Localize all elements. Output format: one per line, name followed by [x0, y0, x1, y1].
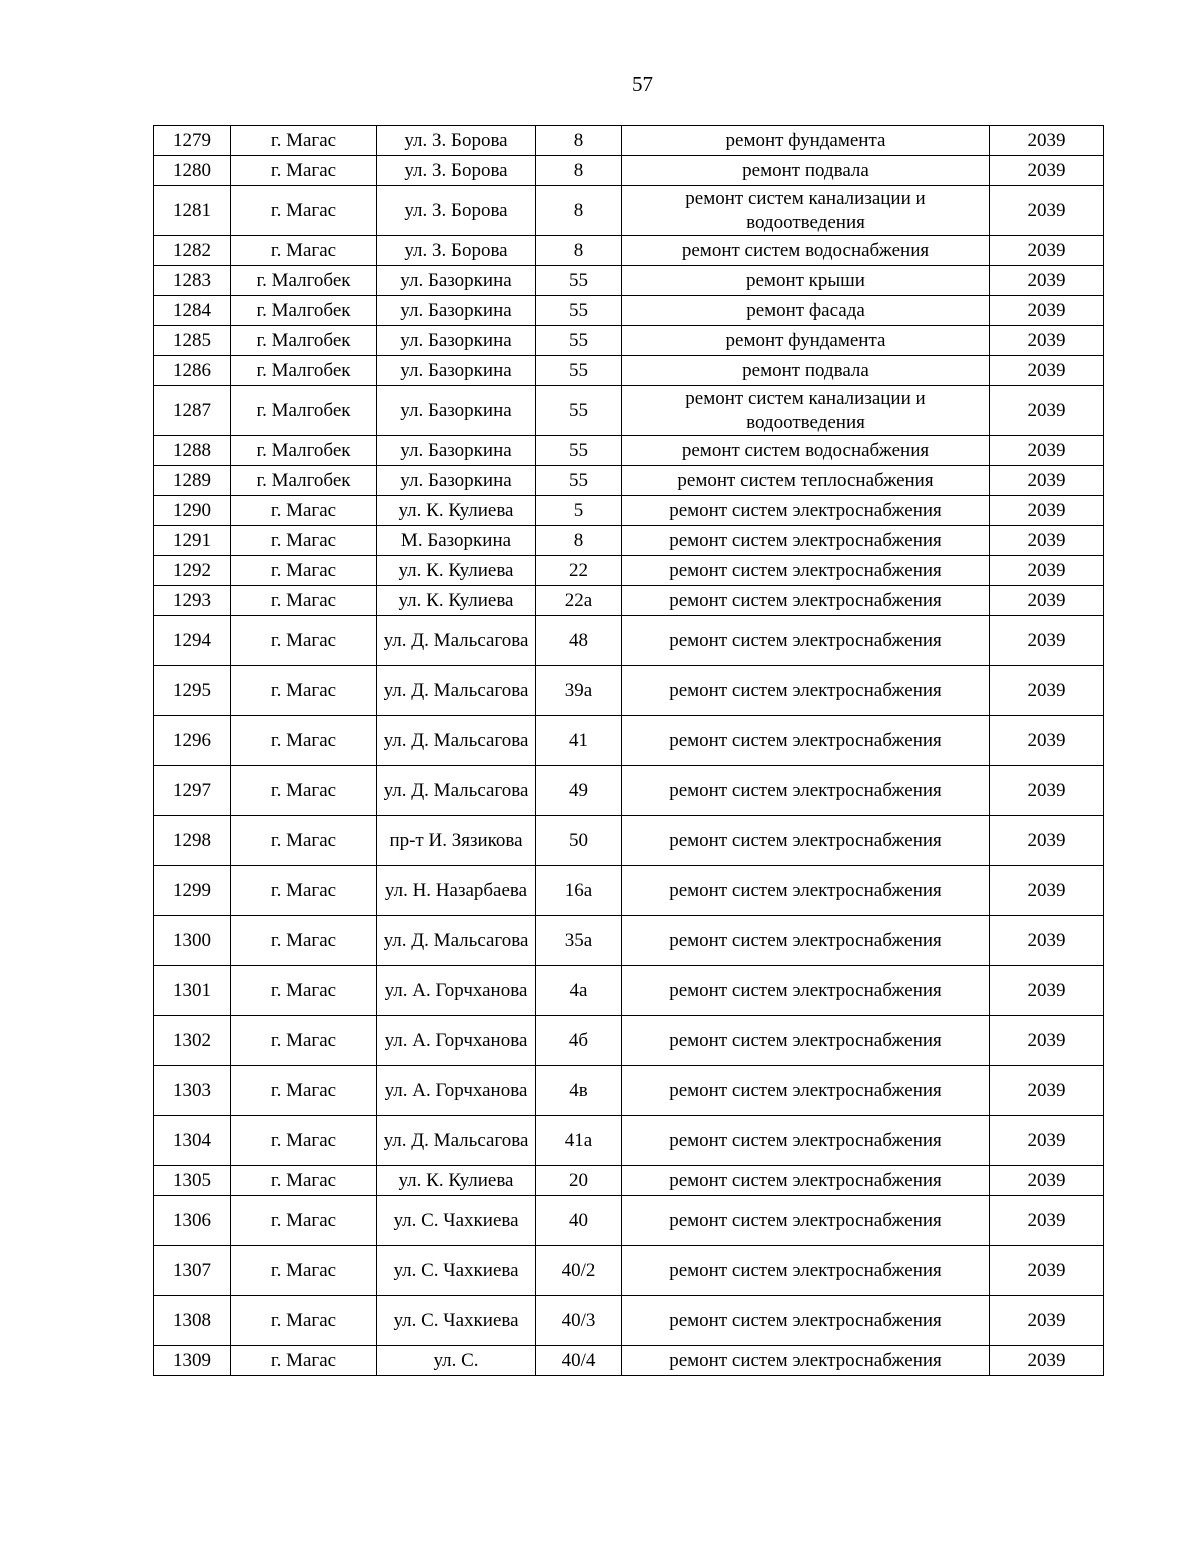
house-number-cell: 35а — [536, 916, 622, 966]
house-number-cell: 40/3 — [536, 1296, 622, 1346]
city-cell: г. Магас — [231, 1116, 377, 1166]
work-type-cell: ремонт подвала — [622, 156, 990, 186]
year-cell: 2039 — [990, 916, 1104, 966]
row-number-cell: 1298 — [154, 816, 231, 866]
work-type-cell: ремонт фасада — [622, 296, 990, 326]
table-row — [154, 916, 1104, 966]
work-type-cell: ремонт систем электроснабжения — [622, 526, 990, 556]
city-cell: г. Малгобек — [231, 466, 377, 496]
street-cell: ул. Базоркина — [377, 326, 536, 356]
row-number-cell: 1282 — [154, 236, 231, 266]
table-row — [154, 266, 1104, 296]
year-cell: 2039 — [990, 496, 1104, 526]
house-number-cell: 8 — [536, 236, 622, 266]
street-cell: ул. Д. Мальсагова — [377, 1116, 536, 1166]
year-cell: 2039 — [990, 466, 1104, 496]
house-number-cell: 40 — [536, 1196, 622, 1246]
street-cell: ул. Д. Мальсагова — [377, 666, 536, 716]
city-cell: г. Магас — [231, 236, 377, 266]
work-type-cell: ремонт систем водоснабжения — [622, 436, 990, 466]
table-row — [154, 1016, 1104, 1066]
work-type-cell: ремонт систем теплоснабжения — [622, 466, 990, 496]
year-cell: 2039 — [990, 966, 1104, 1016]
street-cell: ул. С. Чахкиева — [377, 1296, 536, 1346]
street-cell: ул. З. Борова — [377, 156, 536, 186]
table-row — [154, 1346, 1104, 1376]
house-number-cell: 40/4 — [536, 1346, 622, 1376]
table-row — [154, 126, 1104, 156]
city-cell: г. Магас — [231, 126, 377, 156]
house-number-cell: 16а — [536, 866, 622, 916]
row-number-cell: 1289 — [154, 466, 231, 496]
house-number-cell: 4а — [536, 966, 622, 1016]
city-cell: г. Малгобек — [231, 436, 377, 466]
city-cell: г. Малгобек — [231, 326, 377, 356]
work-type-cell: ремонт систем электроснабжения — [622, 616, 990, 666]
city-cell: г. Малгобек — [231, 266, 377, 296]
street-cell: ул. К. Кулиева — [377, 1166, 536, 1196]
work-type-cell: ремонт систем электроснабжения — [622, 1166, 990, 1196]
city-cell: г. Магас — [231, 1346, 377, 1376]
work-type-cell: ремонт фундамента — [622, 326, 990, 356]
table-row — [154, 466, 1104, 496]
house-number-cell: 4в — [536, 1066, 622, 1116]
city-cell: г. Магас — [231, 556, 377, 586]
work-type-cell: ремонт систем электроснабжения — [622, 1066, 990, 1116]
year-cell: 2039 — [990, 1166, 1104, 1196]
row-number-cell: 1306 — [154, 1196, 231, 1246]
work-type-cell: ремонт систем электроснабжения — [622, 1296, 990, 1346]
work-type-cell: ремонт систем электроснабжения — [622, 1016, 990, 1066]
street-cell: ул. Базоркина — [377, 436, 536, 466]
work-type-cell: ремонт систем электроснабжения — [622, 666, 990, 716]
city-cell: г. Магас — [231, 1016, 377, 1066]
table-row — [154, 296, 1104, 326]
city-cell: г. Магас — [231, 1296, 377, 1346]
work-type-cell: ремонт систем электроснабжения — [622, 716, 990, 766]
house-number-cell: 22а — [536, 586, 622, 616]
street-cell: ул. Базоркина — [377, 386, 536, 436]
house-number-cell: 55 — [536, 386, 622, 436]
work-type-cell: ремонт крыши — [622, 266, 990, 296]
year-cell: 2039 — [990, 386, 1104, 436]
house-number-cell: 8 — [536, 156, 622, 186]
year-cell: 2039 — [990, 816, 1104, 866]
street-cell: ул. Д. Мальсагова — [377, 716, 536, 766]
table-row — [154, 436, 1104, 466]
year-cell: 2039 — [990, 586, 1104, 616]
street-cell: ул. С. Чахкиева — [377, 1196, 536, 1246]
street-cell: ул. З. Борова — [377, 186, 536, 236]
city-cell: г. Магас — [231, 866, 377, 916]
year-cell: 2039 — [990, 556, 1104, 586]
house-number-cell: 8 — [536, 526, 622, 556]
table-row — [154, 186, 1104, 236]
row-number-cell: 1287 — [154, 386, 231, 436]
city-cell: г. Малгобек — [231, 386, 377, 436]
year-cell: 2039 — [990, 236, 1104, 266]
year-cell: 2039 — [990, 1196, 1104, 1246]
table-row — [154, 766, 1104, 816]
city-cell: г. Магас — [231, 1246, 377, 1296]
street-cell: ул. А. Горчханова — [377, 1066, 536, 1116]
row-number-cell: 1281 — [154, 186, 231, 236]
row-number-cell: 1304 — [154, 1116, 231, 1166]
work-type-cell: ремонт систем электроснабжения — [622, 766, 990, 816]
row-number-cell: 1280 — [154, 156, 231, 186]
year-cell: 2039 — [990, 1116, 1104, 1166]
year-cell: 2039 — [990, 436, 1104, 466]
work-type-cell: ремонт систем канализации и водоотведения — [622, 186, 990, 236]
work-type-cell: ремонт систем электроснабжения — [622, 1196, 990, 1246]
house-number-cell: 48 — [536, 616, 622, 666]
city-cell: г. Магас — [231, 916, 377, 966]
house-number-cell: 55 — [536, 356, 622, 386]
house-number-cell: 4б — [536, 1016, 622, 1066]
work-type-cell: ремонт систем водоснабжения — [622, 236, 990, 266]
street-cell: ул. Д. Мальсагова — [377, 766, 536, 816]
row-number-cell: 1292 — [154, 556, 231, 586]
table-row — [154, 1246, 1104, 1296]
year-cell: 2039 — [990, 186, 1104, 236]
city-cell: г. Магас — [231, 766, 377, 816]
house-number-cell: 20 — [536, 1166, 622, 1196]
house-number-cell: 55 — [536, 326, 622, 356]
house-number-cell: 41а — [536, 1116, 622, 1166]
row-number-cell: 1279 — [154, 126, 231, 156]
city-cell: г. Магас — [231, 526, 377, 556]
house-number-cell: 49 — [536, 766, 622, 816]
work-type-cell: ремонт систем электроснабжения — [622, 496, 990, 526]
table-row — [154, 156, 1104, 186]
table-row — [154, 1296, 1104, 1346]
work-type-cell: ремонт систем электроснабжения — [622, 966, 990, 1016]
street-cell: ул. Базоркина — [377, 296, 536, 326]
row-number-cell: 1285 — [154, 326, 231, 356]
house-number-cell: 55 — [536, 436, 622, 466]
row-number-cell: 1294 — [154, 616, 231, 666]
year-cell: 2039 — [990, 766, 1104, 816]
year-cell: 2039 — [990, 356, 1104, 386]
street-cell: ул. К. Кулиева — [377, 556, 536, 586]
row-number-cell: 1302 — [154, 1016, 231, 1066]
street-cell: ул. А. Горчханова — [377, 966, 536, 1016]
city-cell: г. Магас — [231, 966, 377, 1016]
city-cell: г. Магас — [231, 586, 377, 616]
street-cell: ул. Базоркина — [377, 466, 536, 496]
row-number-cell: 1283 — [154, 266, 231, 296]
row-number-cell: 1293 — [154, 586, 231, 616]
house-number-cell: 5 — [536, 496, 622, 526]
house-number-cell: 22 — [536, 556, 622, 586]
row-number-cell: 1309 — [154, 1346, 231, 1376]
house-number-cell: 40/2 — [536, 1246, 622, 1296]
work-type-cell: ремонт систем электроснабжения — [622, 1246, 990, 1296]
table-row — [154, 966, 1104, 1016]
city-cell: г. Магас — [231, 666, 377, 716]
year-cell: 2039 — [990, 156, 1104, 186]
year-cell: 2039 — [990, 526, 1104, 556]
street-cell: пр-т И. Зязикова — [377, 816, 536, 866]
row-number-cell: 1288 — [154, 436, 231, 466]
table-row — [154, 236, 1104, 266]
table-row — [154, 866, 1104, 916]
street-cell: ул. С. Чахкиева — [377, 1246, 536, 1296]
street-cell: ул. З. Борова — [377, 236, 536, 266]
work-type-cell: ремонт систем канализации и водоотведения — [622, 386, 990, 436]
year-cell: 2039 — [990, 716, 1104, 766]
year-cell: 2039 — [990, 1346, 1104, 1376]
row-number-cell: 1300 — [154, 916, 231, 966]
street-cell: ул. А. Горчханова — [377, 1016, 536, 1066]
work-type-cell: ремонт систем электроснабжения — [622, 586, 990, 616]
street-cell: ул. Д. Мальсагова — [377, 916, 536, 966]
city-cell: г. Магас — [231, 1166, 377, 1196]
house-number-cell: 39а — [536, 666, 622, 716]
row-number-cell: 1299 — [154, 866, 231, 916]
city-cell: г. Малгобек — [231, 296, 377, 326]
work-type-cell: ремонт подвала — [622, 356, 990, 386]
table-row — [154, 496, 1104, 526]
city-cell: г. Магас — [231, 186, 377, 236]
year-cell: 2039 — [990, 866, 1104, 916]
year-cell: 2039 — [990, 1016, 1104, 1066]
work-type-cell: ремонт систем электроснабжения — [622, 816, 990, 866]
city-cell: г. Магас — [231, 496, 377, 526]
row-number-cell: 1297 — [154, 766, 231, 816]
row-number-cell: 1290 — [154, 496, 231, 526]
row-number-cell: 1303 — [154, 1066, 231, 1116]
table-row — [154, 616, 1104, 666]
table-row — [154, 816, 1104, 866]
repair-schedule-table — [153, 125, 1104, 1376]
row-number-cell: 1301 — [154, 966, 231, 1016]
table-row — [154, 356, 1104, 386]
table-row — [154, 1066, 1104, 1116]
table-row — [154, 716, 1104, 766]
row-number-cell: 1295 — [154, 666, 231, 716]
street-cell: ул. К. Кулиева — [377, 586, 536, 616]
city-cell: г. Магас — [231, 816, 377, 866]
street-cell: М. Базоркина — [377, 526, 536, 556]
house-number-cell: 55 — [536, 296, 622, 326]
year-cell: 2039 — [990, 1246, 1104, 1296]
street-cell: ул. Н. Назарбаева — [377, 866, 536, 916]
page-number: 57 — [632, 72, 653, 96]
row-number-cell: 1291 — [154, 526, 231, 556]
house-number-cell: 8 — [536, 126, 622, 156]
street-cell: ул. С. — [377, 1346, 536, 1376]
table-row — [154, 1196, 1104, 1246]
table-row — [154, 556, 1104, 586]
street-cell: ул. Базоркина — [377, 266, 536, 296]
city-cell: г. Магас — [231, 1196, 377, 1246]
row-number-cell: 1308 — [154, 1296, 231, 1346]
year-cell: 2039 — [990, 1296, 1104, 1346]
year-cell: 2039 — [990, 616, 1104, 666]
city-cell: г. Магас — [231, 616, 377, 666]
work-type-cell: ремонт систем электроснабжения — [622, 556, 990, 586]
house-number-cell: 8 — [536, 186, 622, 236]
house-number-cell: 41 — [536, 716, 622, 766]
work-type-cell: ремонт систем электроснабжения — [622, 1346, 990, 1376]
table-row — [154, 1116, 1104, 1166]
city-cell: г. Магас — [231, 1066, 377, 1116]
table-row — [154, 666, 1104, 716]
row-number-cell: 1286 — [154, 356, 231, 386]
year-cell: 2039 — [990, 666, 1104, 716]
city-cell: г. Малгобек — [231, 356, 377, 386]
street-cell: ул. З. Борова — [377, 126, 536, 156]
table-row — [154, 586, 1104, 616]
city-cell: г. Магас — [231, 716, 377, 766]
year-cell: 2039 — [990, 326, 1104, 356]
work-type-cell: ремонт систем электроснабжения — [622, 916, 990, 966]
table-row — [154, 386, 1104, 436]
table-row — [154, 526, 1104, 556]
house-number-cell: 50 — [536, 816, 622, 866]
table-row — [154, 326, 1104, 356]
table-row — [154, 1166, 1104, 1196]
year-cell: 2039 — [990, 266, 1104, 296]
row-number-cell: 1307 — [154, 1246, 231, 1296]
street-cell: ул. Д. Мальсагова — [377, 616, 536, 666]
row-number-cell: 1284 — [154, 296, 231, 326]
street-cell: ул. Базоркина — [377, 356, 536, 386]
work-type-cell: ремонт фундамента — [622, 126, 990, 156]
street-cell: ул. К. Кулиева — [377, 496, 536, 526]
work-type-cell: ремонт систем электроснабжения — [622, 866, 990, 916]
row-number-cell: 1305 — [154, 1166, 231, 1196]
house-number-cell: 55 — [536, 466, 622, 496]
row-number-cell: 1296 — [154, 716, 231, 766]
year-cell: 2039 — [990, 1066, 1104, 1116]
year-cell: 2039 — [990, 126, 1104, 156]
house-number-cell: 55 — [536, 266, 622, 296]
city-cell: г. Магас — [231, 156, 377, 186]
year-cell: 2039 — [990, 296, 1104, 326]
work-type-cell: ремонт систем электроснабжения — [622, 1116, 990, 1166]
